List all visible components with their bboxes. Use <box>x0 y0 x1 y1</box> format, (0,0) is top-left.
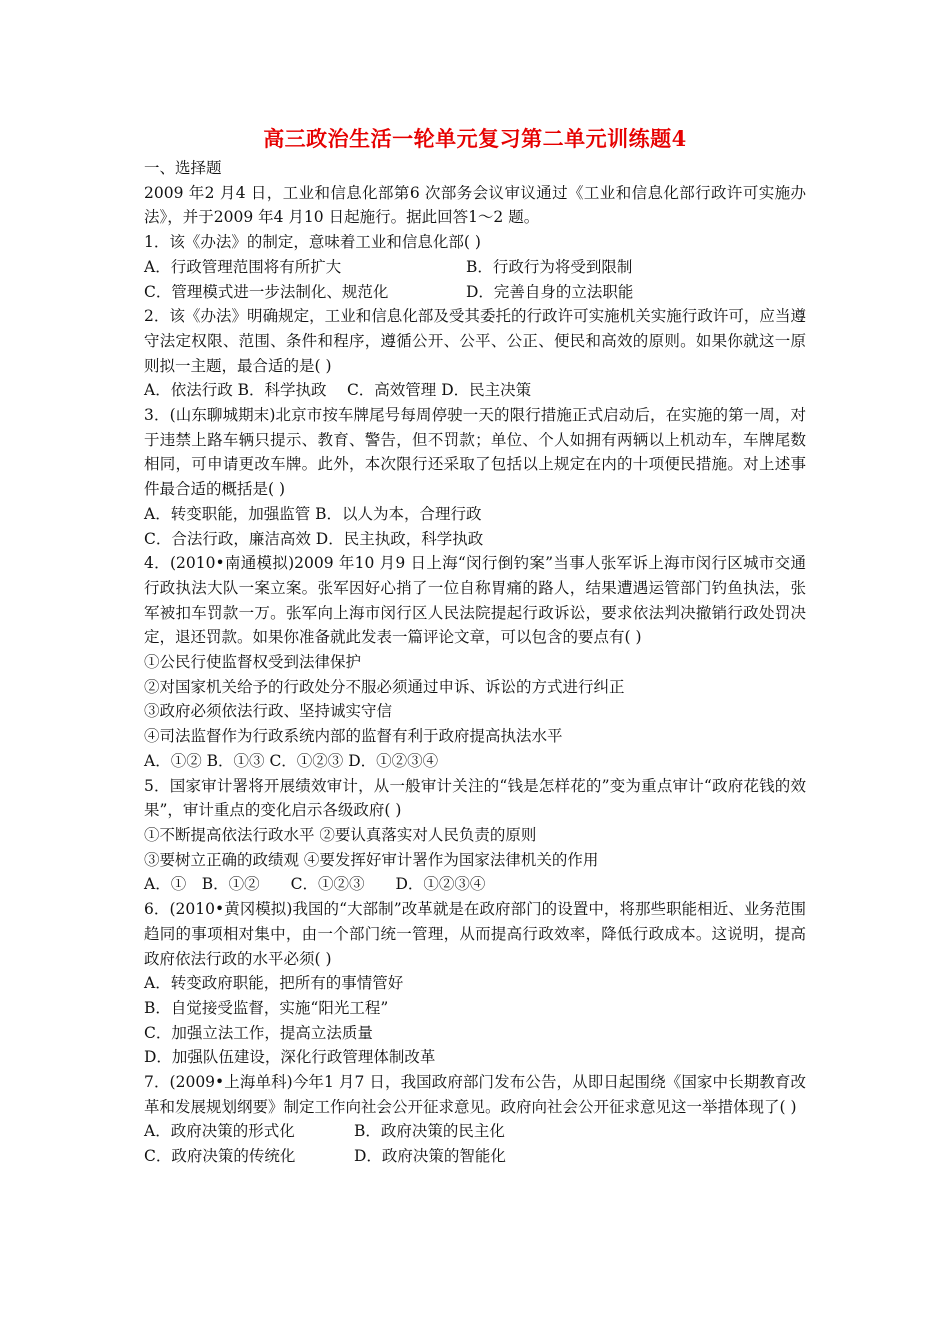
question-4-stem: 4．(2010•南通模拟)2009 年10 月9 日上海“闵行倒钓案”当事人张军诉上海市闵行区城市交通行政执法大队一案立案。张军因好心捎了一位自称胃痛的路人，结果遭遇运管部门钓鱼执法，张军被扣车罚款一万。张军向上海市闵行区人民法院提起行政诉讼，要求依法判决撤销行政处罚决定，退还罚款。如果你准备就此发表一篇评论文章，可以包含的要点有( ) <box>144 554 806 647</box>
question-6-option-a: A．转变政府职能，把所有的事情管好 <box>144 974 404 993</box>
question-7-options-ab <box>144 1119 806 1144</box>
document-page <box>144 122 806 1169</box>
question-7-option-d: D．政府决策的智能化 <box>354 1147 506 1166</box>
question-1-option-c: C．管理模式进一步法制化、规范化 <box>144 282 389 301</box>
question-5-options: A．① B．①② C．①②③ D．①②③④ <box>144 875 486 894</box>
question-4-item-2: ②对国家机关给予的行政处分不服必须通过申诉、诉讼的方式进行纠正 <box>144 677 625 696</box>
intro-paragraph: 2009 年2 月4 日，工业和信息化部第6 次部务会议审议通过《工业和信息化部行政许可实施办法》，并于2009 年4 月10 日起施行。据此回答1～2 题。 <box>144 183 806 227</box>
question-3-options-ab: A．转变职能，加强监管 B．以人为本，合理行政 <box>144 504 482 523</box>
question-4-options: A．①② B．①③ C．①②③ D．①②③④ <box>144 751 439 770</box>
question-1-options-cd <box>144 280 806 305</box>
section-heading: 一、选择题 <box>144 159 222 177</box>
question-4-item-4: ④司法监督作为行政系统内部的监督有利于政府提高执法水平 <box>144 727 563 746</box>
question-7-option-c: C．政府决策的传统化 <box>144 1147 296 1166</box>
question-2-options: A．依法行政 B．科学执政 C．高效管理 D．民主决策 <box>144 381 532 400</box>
question-6-option-c: C．加强立法工作，提高立法质量 <box>144 1023 373 1042</box>
question-1-options-ab <box>144 255 806 280</box>
question-7-option-a: A．政府决策的形式化 <box>144 1122 295 1141</box>
question-7-option-b: B．政府决策的民主化 <box>354 1122 505 1141</box>
document-title: 高三政治生活一轮单元复习第二单元训练题4 <box>263 126 687 151</box>
question-7-stem: 7．(2009•上海单科)今年1 月7 日，我国政府部门发布公告，从即日起围绕《国家中长期教育改革和发展规划纲要》制定工作向社会公开征求意见。政府向社会公开征求意见这一举措体现了( ) <box>144 1073 806 1116</box>
question-1-option-d: D．完善自身的立法职能 <box>466 282 634 301</box>
question-4-item-1: ①公民行使监督权受到法律保护 <box>144 653 362 672</box>
question-7-options-cd <box>144 1144 806 1169</box>
question-1-stem: 1．该《办法》的制定，意味着工业和信息化部( ) <box>144 233 481 252</box>
question-2-stem: 2．该《办法》明确规定，工业和信息化部及受其委托的行政许可实施机关实施行政许可，应当遵守法定权限、范围、条件和程序，遵循公开、公平、公正、便民和高效的原则。如果你就这一原则拟一主题，最合适的是( ) <box>144 307 806 375</box>
question-6-option-d: D．加强队伍建设，深化行政管理体制改革 <box>144 1048 436 1067</box>
question-1-option-a: A．行政管理范围将有所扩大 <box>144 257 342 276</box>
question-4-item-3: ③政府必须依法行政、坚持诚实守信 <box>144 702 393 721</box>
question-5-stem: 5．国家审计署将开展绩效审计，从一般审计关注的“钱是怎样花的”变为重点审计“政府花钱的效果”，审计重点的变化启示各级政府( ) <box>144 776 806 820</box>
question-5-items-34: ③要树立正确的政绩观 ④要发挥好审计署作为国家法律机关的作用 <box>144 850 599 869</box>
question-1-option-b: B．行政行为将受到限制 <box>466 257 633 276</box>
question-6-option-b: B．自觉接受监督，实施“阳光工程” <box>144 998 389 1017</box>
question-6-stem: 6．(2010•黄冈模拟)我国的“大部制”改革就是在政府部门的设置中，将那些职能相近、业务范围趋同的事项相对集中，由一个部门统一管理，从而提高行政效率，降低行政成本。这说明，提高政府依法行政的水平必须( ) <box>144 900 806 968</box>
question-5-items-12: ①不断提高依法行政水平 ②要认真落实对人民负责的原则 <box>144 825 537 844</box>
question-3-options-cd: C．合法行政，廉洁高效 D．民主执政，科学执政 <box>144 529 484 548</box>
question-3-stem: 3．(山东聊城期末)北京市按车牌尾号每周停驶一天的限行措施正式启动后，在实施的第一周，对于违禁上路车辆只提示、教育、警告，但不罚款；单位、个人如拥有两辆以上机动车，车牌尾数相同，可申请更改车牌。此外，本次限行还采取了包括以上规定在内的十项便民措施。对上述事件最合适的概括是( ) <box>144 406 806 499</box>
